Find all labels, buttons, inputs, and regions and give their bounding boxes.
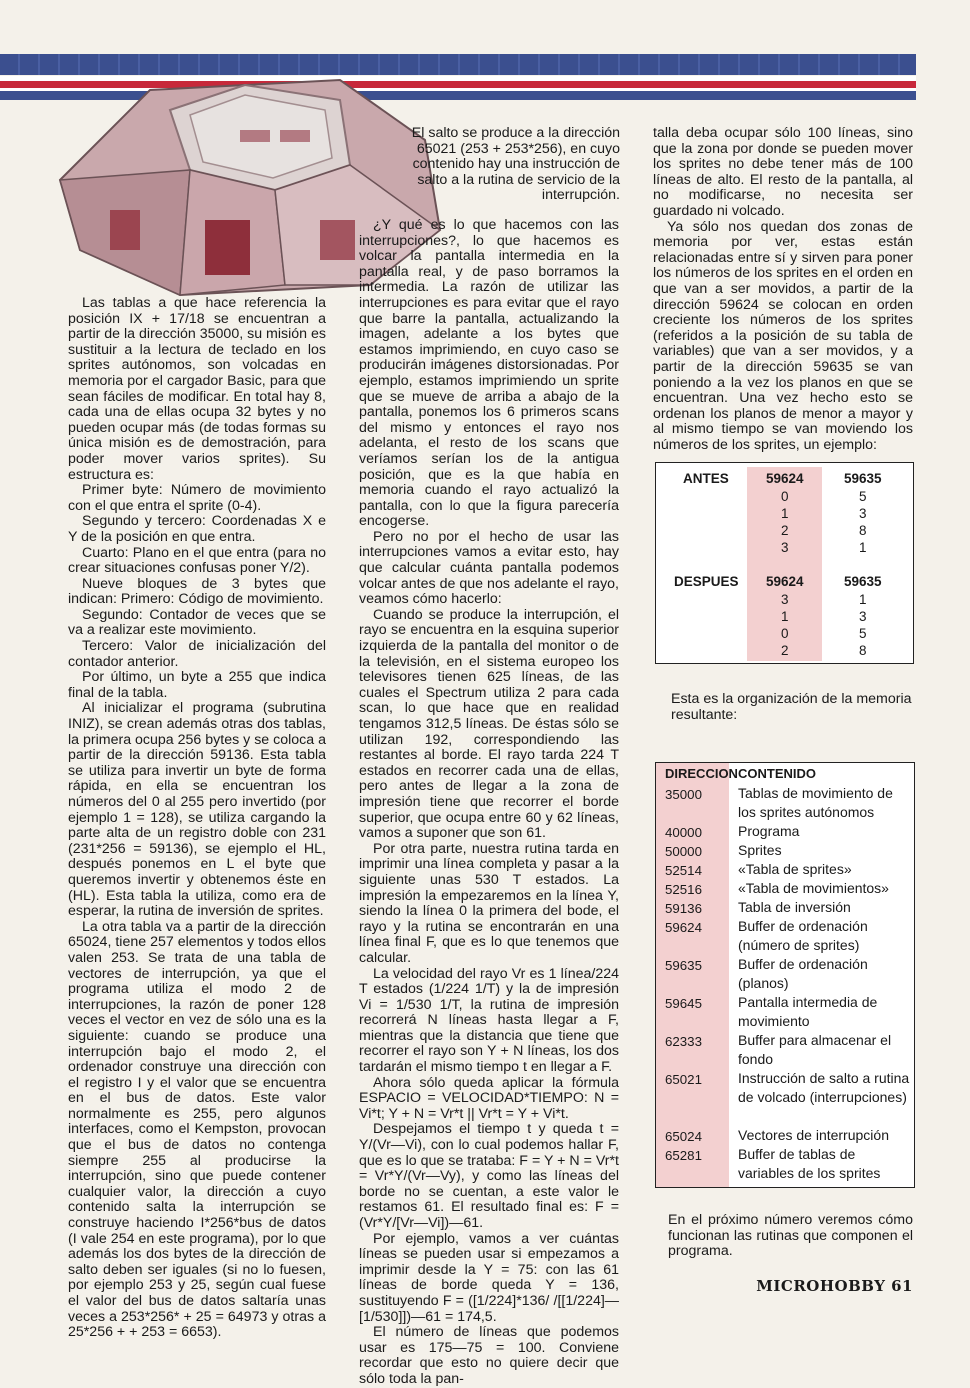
- content: Buffer de tablas de variables de los sprites: [738, 1146, 881, 1181]
- despues-c1-1: 1: [781, 609, 789, 624]
- addr: 62333: [665, 1034, 702, 1049]
- paragraph: Pero no por el hecho de usar las interrupciones vamos a evitar esto, hay que calcular cuánta pantalla podemos volcar antes de que nos adelante el rayo, veamos cómo hacerlo:: [359, 528, 619, 608]
- closing-paragraph: En el próximo número veremos cómo funcionan las rutinas que componen el programa.: [668, 1212, 913, 1260]
- addr: 59624: [665, 920, 702, 935]
- column-2-intro: El salto se produce a la dirección 65021 (253 + 253*256), en cuyo contenido hay una instrucción de salto a la rutina de servicio de la interrupción.: [411, 125, 620, 204]
- header-direccion: DIRECCION: [665, 766, 738, 781]
- paragraph: Al inicializar el programa (subrutina INIZ), se crean además otras dos tablas, la primera ocupa 256 bytes y se coloca a partir de la dirección 59136. Esta tabla se utiliza para invertir un byte de forma rápida, en ella se encuentran los números del 0 al 255 pero invertido (por ejemplo 1 = 128), se utiliza cargando la parte alta de un registro doble con 231 (231*256 = 59136), se ejemplo el HL, después ponemos en L el byte que queremos invertir y obtenemos éste en (HL). Esta tabla la utiliza, como era de esperar, la rutina de inversión de sprites.: [68, 700, 326, 920]
- header-contenido: CONTENIDO: [738, 766, 816, 781]
- despues-h2: 59635: [844, 574, 882, 589]
- memory-map-table: [655, 762, 915, 1188]
- despues-c1-2: 0: [781, 626, 789, 641]
- content: Buffer de ordenación (número de sprites): [738, 918, 868, 953]
- antes-c1-3: 3: [781, 540, 789, 555]
- paragraph: Primer byte: Número de movimiento con el que entra el sprite (0-4).: [68, 482, 326, 514]
- sort-example-table: [655, 462, 914, 664]
- column-2: [359, 218, 619, 1388]
- paragraph: Despejamos el tiempo t y queda t = Y/(Vr—Vi), con lo cual podemos hallar F, que es lo que se trataba: F = Y + N = Vr*t = Vr*Y/(Vr—Vy), y como las líneas del borde no se cuentan, a este valor le restamos 61. El resultado final es: F = (Vr*Y/[Vr—Vi])—61.: [359, 1121, 619, 1231]
- paragraph: Segundo: Contador de veces que se va a realizar este movimiento.: [68, 606, 326, 639]
- despues-c2-1: 3: [859, 609, 867, 624]
- paragraph: Nueve bloques de 3 bytes que indican: Primero: Código de movimiento.: [68, 575, 326, 608]
- paragraph: Por ejemplo, vamos a ver cuántas líneas se pueden usar si empezamos a imprimir desde la Y = 75: con las 61 líneas de borde queda Y = 136, sustituyendo F = ([1/224]*136/ /[[1/224]—[1/530]])—61 = 174,5.: [359, 1230, 619, 1325]
- addr: 65024: [665, 1129, 702, 1144]
- content: Programa: [738, 823, 800, 839]
- addr: 35000: [665, 787, 702, 802]
- addr: 65021: [665, 1072, 702, 1087]
- addr: 52516: [665, 882, 702, 897]
- despues-c2-2: 5: [859, 626, 867, 641]
- antes-c1-1: 1: [781, 506, 789, 521]
- content: Tabla de inversión: [738, 899, 851, 915]
- paragraph: Tercero: Valor de inicialización del contador anterior.: [68, 638, 326, 670]
- content: Buffer para almacenar el fondo: [738, 1032, 892, 1067]
- addr: 50000: [665, 844, 702, 859]
- paragraph: La velocidad del rayo Vr es 1 línea/224 T estados (1/224 1/T) y la de impresión Vi = 1/530 1/T, la rutina de impresión recorrerá N líneas hasta llegar a F, mientras que la distancia que tiene que recorrer el rayo son Y + N líneas, los dos tardarán el mismo tiempo t en llegar a F.: [359, 965, 619, 1076]
- addr: 59136: [665, 901, 702, 916]
- antes-c1-0: 0: [781, 489, 789, 504]
- content: Sprites: [738, 842, 782, 858]
- addr: 59635: [665, 958, 702, 973]
- antes-h2: 59635: [844, 471, 882, 486]
- content: «Tabla de movimientos»: [738, 880, 889, 896]
- despues-c2-3: 8: [859, 643, 867, 658]
- addr: 59645: [665, 996, 702, 1011]
- despues-h1: 59624: [766, 574, 804, 589]
- content: Vectores de interrupción: [738, 1127, 889, 1143]
- content: «Tabla de sprites»: [738, 861, 852, 877]
- paragraph: Cuarto: Plano en el que entra (para no crear situaciones confusas poner Y/2).: [68, 544, 326, 577]
- despues-c1-0: 3: [781, 592, 789, 607]
- content: Tablas de movimiento de los sprites autónomos: [738, 785, 893, 820]
- paragraph: Cuando se produce la interrupción, el rayo se encuentra en la esquina superior izquierda de la pantalla del monitor o de la televisión, en el sistema europeo los televisores tienen 625 líneas, de las cuales el Spectrum utiliza 2 para cada scan, lo que hace que en realidad tengamos 312,5 líneas. De éstas sólo se utilizan 192, correspondiendo las restantes al borde. El rayo tarda 224 T estados en recorrer cada una de ellas, pero antes de llegar a la zona de impresión tiene que recorrer el borde superior, que ocupa entre 60 y 62 líneas, vamos a suponer que son 61.: [359, 606, 619, 842]
- content: Instrucción de salto a rutina de volcado (interrupciones): [738, 1070, 910, 1105]
- paragraph: ¿Y qué es lo que hacemos con las interrupciones?, lo que hacemos es volcar la pantalla intermedia en la pantalla real, y de paso borramos la intermedia. La razón de utilizar las interrupciones es para evitar que el rayo que barre la pantalla, actualizando la imagen, adelante a los bytes que estamos imprimiendo, en cuyo caso se producirán imágenes distorsionadas. Por ejemplo, estamos imprimiendo un sprite que se mueve de arriba a abajo de la pantalla, ponemos los 6 primeros scans del mismo y entonces el rayo nos adelanta, el resto de los scans que veríamos serían los de la antigua posición, que es la que había en memoria cuando el rayo actualizó la pantalla, con lo que la figura parecería encogerse.: [359, 217, 619, 530]
- paragraph: Las tablas a que hace referencia la posición IX + 17/18 se encuentran a partir de la dirección 35000, su misión es sustituir a la lectura de teclado en los sprites autónomos, son volcadas en memoria por el cargador Basic, para que sean fáciles de modificar. En total hay 8, cada una de ellas ocupa 32 bytes y no pueden ocupar más (de todas formas su única misión es de demostración, para poder mover varios sprites). Su estructura es:: [68, 295, 326, 483]
- addr: 40000: [665, 825, 702, 840]
- paragraph: talla deba ocupar sólo 100 líneas, sino que la zona por donde se pueden mover los sprites no debe tener más de 100 líneas de alto. El resto de la pantalla, al no modificarse, no necesita ser guardado ni volcado.: [653, 125, 913, 219]
- antes-label: ANTES: [683, 471, 729, 486]
- addr: 65281: [665, 1148, 702, 1163]
- despues-c1-3: 2: [781, 643, 789, 658]
- paragraph: El número de líneas que podemos usar es 175—75 = 100. Conviene recordar que esto no quiere decir que sólo toda la pan-: [359, 1324, 619, 1387]
- antes-c2-1: 3: [859, 506, 867, 521]
- paragraph: La otra tabla va a partir de la dirección 65024, tiene 257 elementos y todos ellos valen 253. Se trata de una tabla de vectores de interrupción, ya que el programa utiliza el modo 2 de interrupciones, la razón de poner 128 veces el vector en vez de sólo una es la siguiente: cuando se produce una interrupción bajo el modo 2, el ordenador construye una dirección con el registro I y el valor que se encuentra en el bus de datos. Este valor normalmente es 255, pero algunos interfaces, como el Kempston, provocan que el bus de datos no contenga siempre 255 al producirse la interrupción, sino que puede contener cualquier valor, la dirección a cuyo contenido salta la interrupción se construye haciendo I*256*bus de datos (I vale 254 en este programa), por lo que además los dos bytes de la dirección de salto deben ser iguales (si no lo fuesen, por ejemplo 253 y 25, según cual fuese el valor del bus de datos saltaría unas veces a 253*256* + 25 = 64973 y otras a 25*256 + + 253 = 6653).: [68, 918, 326, 1341]
- paragraph: Por último, un byte a 255 que indica final de la tabla.: [68, 669, 326, 701]
- paragraph: Ya sólo nos quedan dos zonas de memoria por ver, estas están relacionadas entre sí y sirven para poner los números de los sprites en el orden en que van a ser movidos, a partir de la dirección 59624 se colocan en orden creciente los números de los sprites (referidos a la posición de su tabla de variables) que van a ser movidos, y a partir de la dirección 59635 se van poniendo a la vez los planos en que se encuentran. Una vez hecho esto se ordenan los planos de menor a mayor y al mismo tiempo se van moviendo los números de los sprites, un ejemplo:: [653, 218, 913, 453]
- paragraph: Segundo y tercero: Coordenadas X e Y de la posición en que entra.: [68, 513, 326, 545]
- table-caption: Esta es la organización de la memoria resultante:: [671, 691, 912, 723]
- antes-c2-2: 8: [859, 523, 867, 538]
- antes-c2-0: 5: [859, 489, 867, 504]
- content: Pantalla intermedia de movimiento: [738, 994, 878, 1029]
- despues-c2-0: 1: [859, 592, 867, 607]
- despues-label: DESPUES: [674, 574, 739, 589]
- addr: 52514: [665, 863, 702, 878]
- antes-c1-2: 2: [781, 523, 789, 538]
- column-1: [68, 296, 326, 1341]
- content: Buffer de ordenación (planos): [738, 956, 868, 991]
- paragraph: Ahora sólo queda aplicar la fórmula ESPACIO = VELOCIDAD*TIEMPO: N = Vi*t; Y + N = Vr*t || Vr*t = Y + Vi*t.: [359, 1074, 619, 1122]
- page-footer: MICROHOBBY 61: [756, 1277, 913, 1295]
- column-3: [653, 126, 913, 453]
- paragraph: Por otra parte, nuestra rutina tarda en imprimir una línea completa y pasar a la siguiente unas 530 T estados. La impresión la empezaremos en la línea Y, siendo la línea 0 la primera del bode, el rayo y la rutina se encontrarán en una línea final F, que es lo que tenemos que calcular.: [359, 840, 619, 966]
- antes-c2-3: 1: [859, 540, 867, 555]
- antes-h1: 59624: [766, 471, 804, 486]
